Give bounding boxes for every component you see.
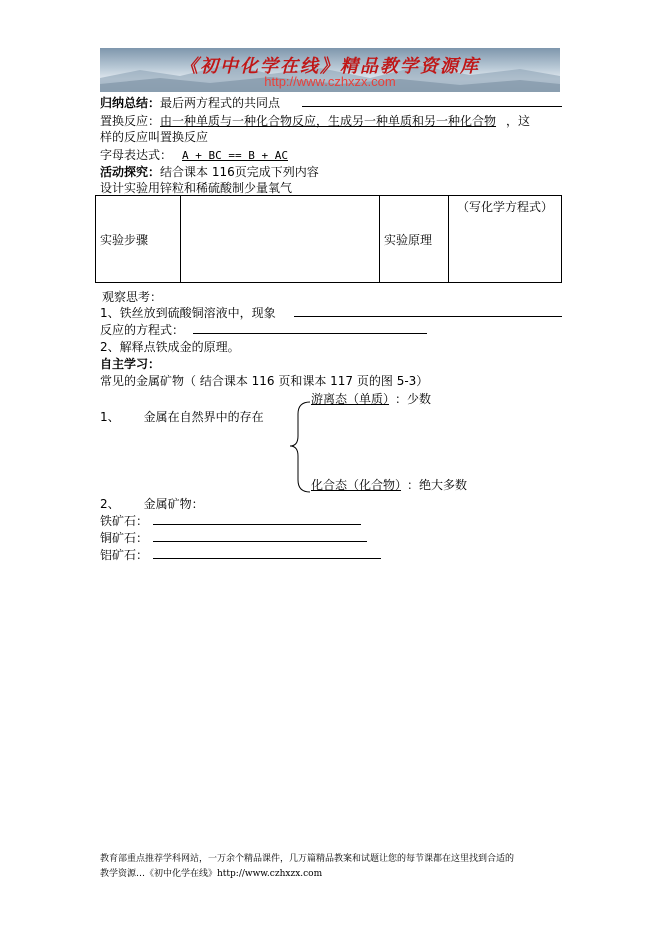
observe-q1-blank[interactable]: [294, 316, 562, 317]
steps-answer-cell[interactable]: [181, 196, 380, 283]
activity-label: 活动探究：: [100, 165, 161, 179]
curly-brace-icon: [286, 400, 312, 494]
item1-text: 金属在自然界中的存在: [143, 410, 264, 424]
principle-label: 实验原理: [384, 232, 433, 247]
footer: [100, 852, 570, 882]
steps-label-cell: [96, 196, 181, 283]
steps-label: 实验步骤: [100, 232, 149, 247]
selfstudy-intro: 常见的金属矿物（ 结合课本 116 页和课本 117 页的图 5-3）: [100, 374, 429, 388]
compound-state-label: 化合态（化合物）: [311, 478, 402, 492]
footer-line2[interactable]: 教学资源…《初中化学在线》http://www.czhxzx.com: [100, 869, 323, 879]
summary-row: [100, 94, 280, 111]
observe-q2: 2、解释点铁成金的原理。: [100, 340, 240, 354]
displacement-suffix: ，这: [506, 114, 531, 128]
displacement-row: [100, 112, 530, 129]
compound-state-row: [311, 476, 467, 493]
design-text: 设计实验用锌粒和稀硫酸制少量氧气: [100, 181, 293, 195]
summary-text: 最后两方程式的共同点: [160, 96, 281, 110]
principle-answer-cell[interactable]: [449, 196, 562, 283]
observe-q1-equation: 反应的方程式：: [100, 323, 185, 337]
item1-row: [100, 408, 264, 425]
ore-copper-blank[interactable]: [153, 541, 367, 542]
displacement-line2: 样的反应叫置换反应: [100, 130, 209, 144]
ore-iron-blank[interactable]: [153, 524, 361, 525]
equation-hint: （写化学方程式）: [456, 200, 553, 214]
ore-aluminum-label: 铝矿石：: [100, 548, 149, 562]
summary-blank[interactable]: [302, 106, 562, 107]
item2-text: 金属矿物：: [143, 497, 204, 511]
formula-expression: A + BC == B + AC: [182, 149, 288, 162]
banner-url[interactable]: http://www.czhxzx.com: [264, 74, 396, 89]
compound-state-note: ：绝大多数: [407, 478, 468, 492]
free-state-label: 游离态（单质）: [311, 392, 390, 406]
principle-label-cell: [380, 196, 449, 283]
observe-q1: 1、铁丝放到硫酸铜溶液中，现象: [100, 306, 276, 320]
item1-number: 1、: [100, 410, 120, 424]
item2-number: 2、: [100, 497, 120, 511]
header-banner: [100, 48, 560, 92]
banner-title: 《初中化学在线》精品教学资源库: [180, 56, 480, 77]
displacement-label: 置换反应：: [100, 114, 161, 128]
formula-label: 字母表达式：: [100, 148, 173, 162]
displacement-definition: 由一种单质与一种化合物反应，生成另一种单质和另一种化合物: [160, 114, 497, 128]
summary-label: 归纳总结：: [100, 96, 161, 110]
item2-row: [100, 495, 204, 512]
observe-title: 观察思考：: [102, 290, 163, 304]
ore-iron-label: 铁矿石：: [100, 514, 149, 528]
selfstudy-title: 自主学习：: [100, 357, 161, 371]
footer-line1: 教育部重点推荐学科网站，一万余个精品课件，几万篇精品教案和试题让您的每节课都在这里找到合适的: [100, 854, 515, 864]
ore-aluminum-blank[interactable]: [153, 558, 381, 559]
ore-copper-label: 铜矿石：: [100, 531, 149, 545]
experiment-table: [95, 195, 562, 283]
free-state-note: ：少数: [395, 392, 432, 406]
activity-text: 结合课本 116页完成下列内容: [160, 165, 319, 179]
free-state-row: [311, 390, 431, 407]
formula-row: [100, 146, 288, 163]
activity-row: [100, 163, 319, 180]
observe-q1-equation-blank[interactable]: [193, 333, 427, 334]
